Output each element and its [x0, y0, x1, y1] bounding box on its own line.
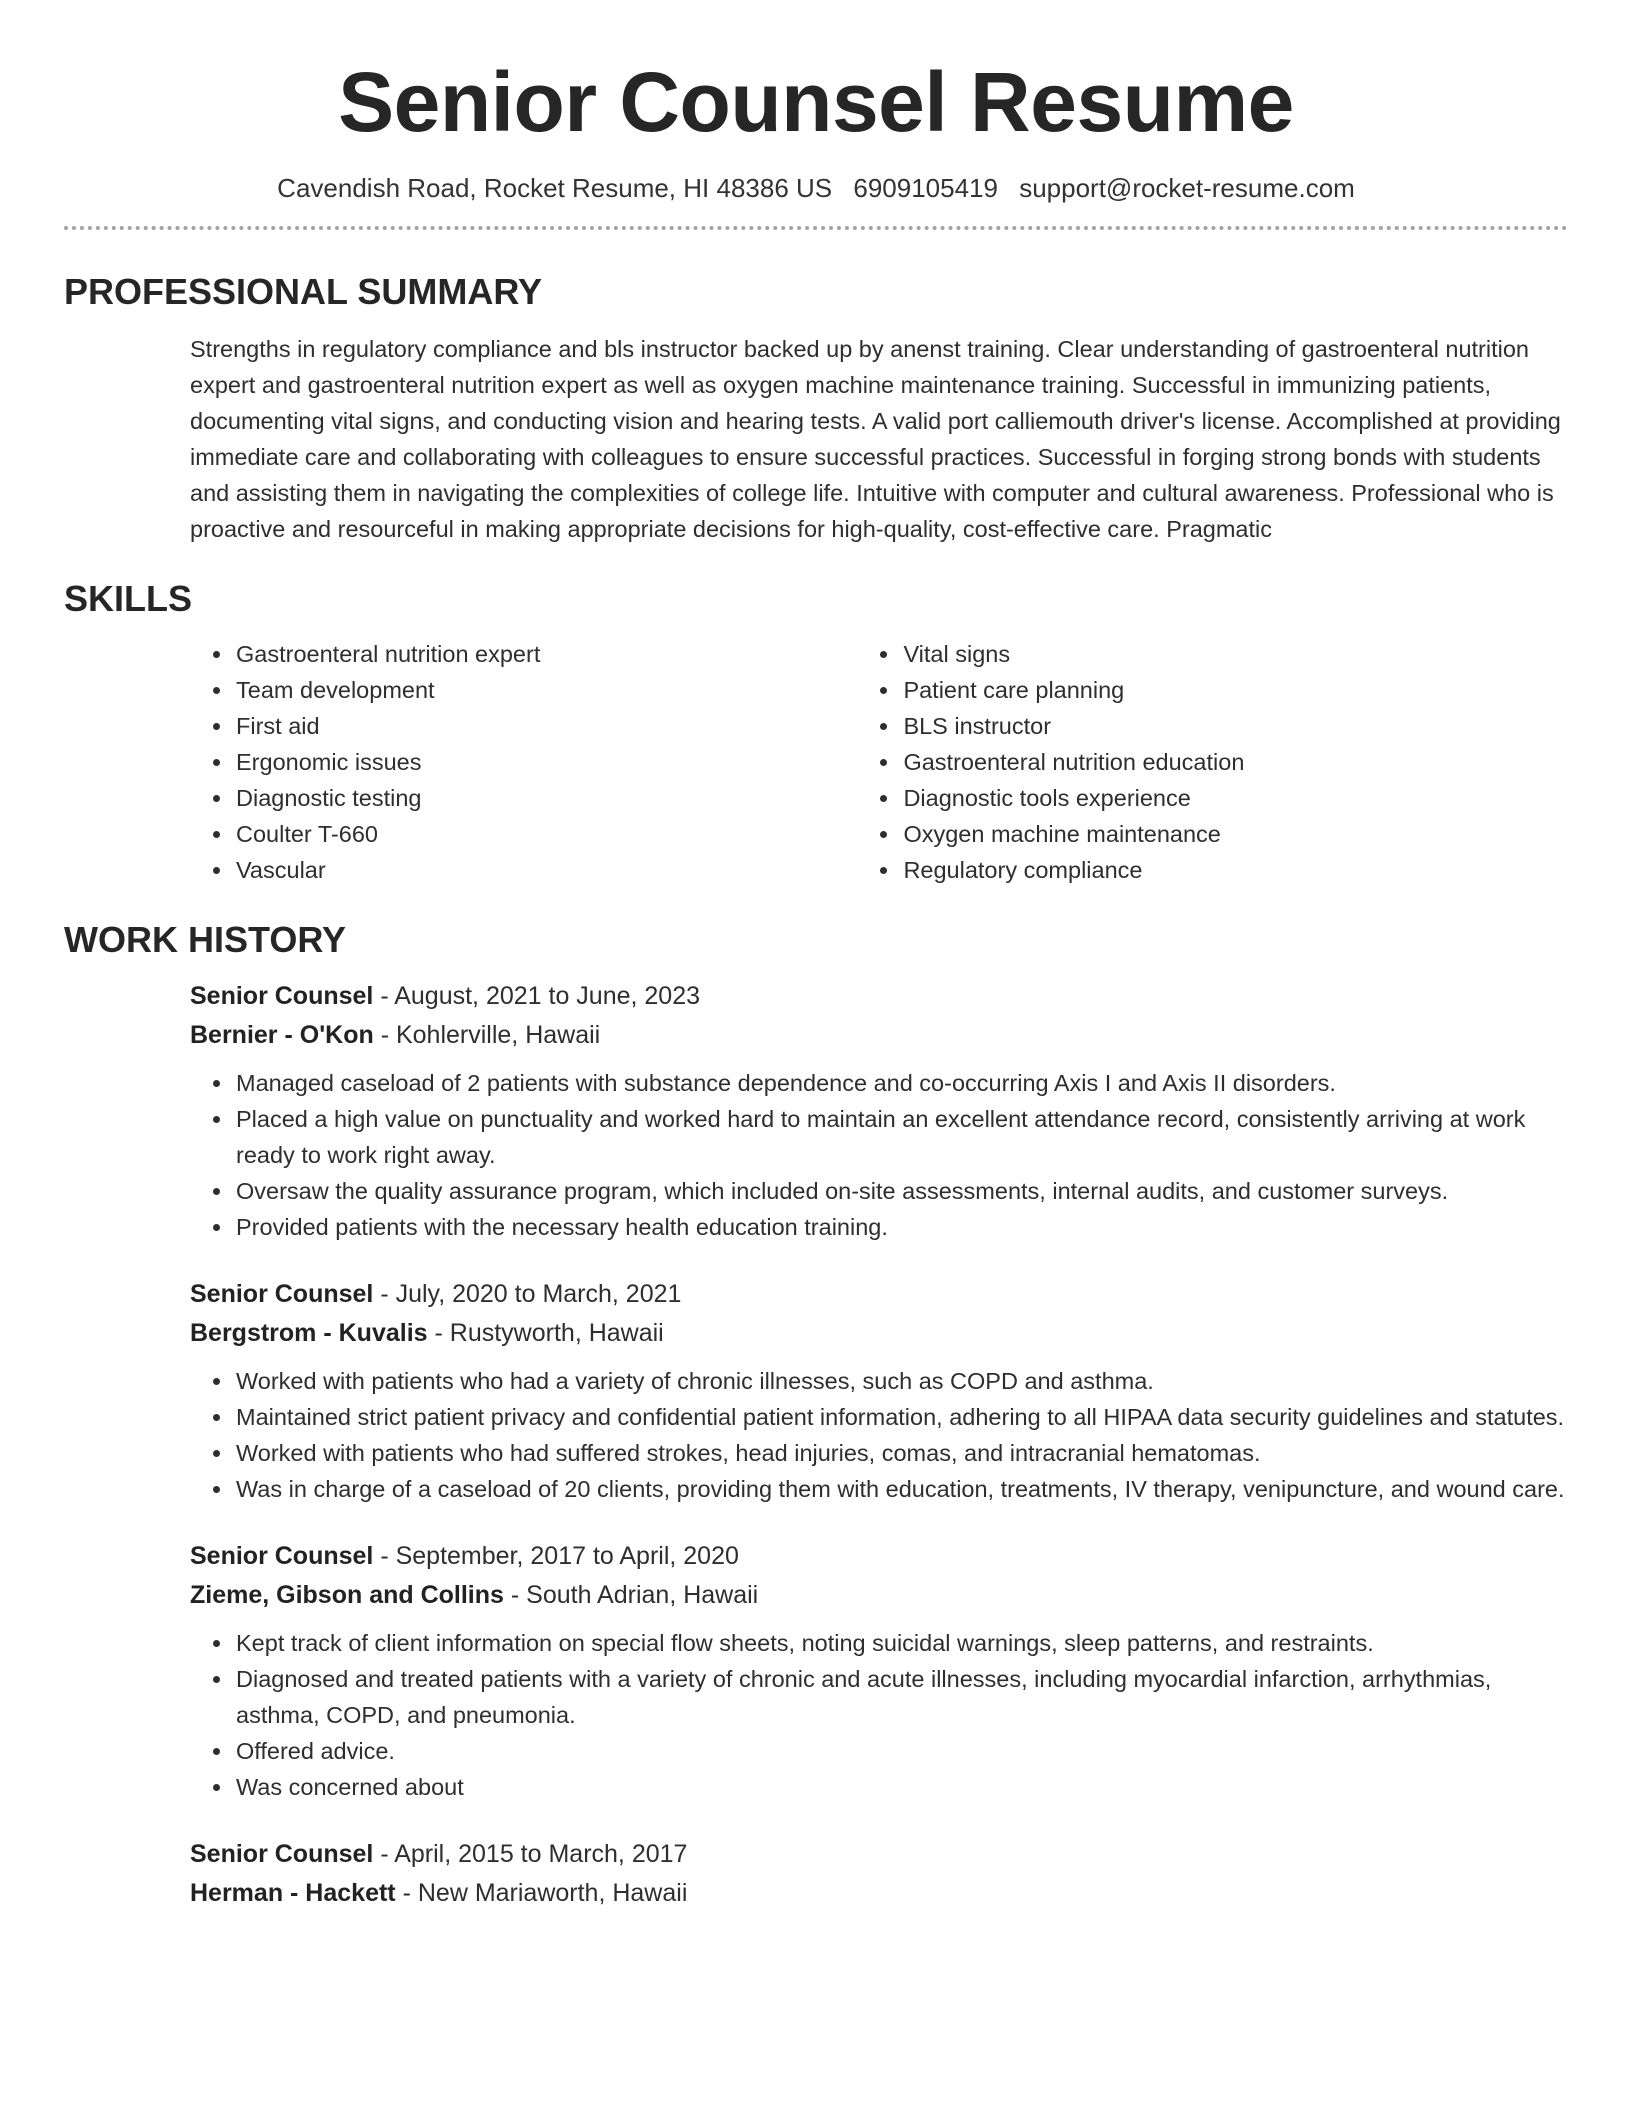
job-title: Senior Counsel — [190, 1542, 374, 1571]
job-company: Bernier - O'Kon — [190, 1021, 374, 1050]
job-dates: July, 2020 to March, 2021 — [395, 1280, 682, 1309]
separator: - — [373, 1840, 395, 1869]
job-bullet: • Worked with patients who had suffered strokes, head injuries, comas, and intracranial hematomas. — [234, 1435, 1568, 1471]
job-bullet: • Oversaw the quality assurance program, which included on-site assessments, internal audits, and customer surveys. — [234, 1173, 1568, 1209]
job-bullet: • Worked with patients who had a variety of chronic illnesses, such as COPD and asthma. — [234, 1363, 1568, 1399]
job-bullet: • Was concerned about — [234, 1769, 1568, 1805]
skill-item: • Gastroenteral nutrition expert — [234, 636, 857, 672]
contact-phone: 6909105419 — [853, 172, 998, 203]
job-location: South Adrian, Hawaii — [526, 1581, 759, 1610]
job-bullets — [190, 1363, 1568, 1507]
separator: - — [503, 1581, 527, 1610]
job-entry — [190, 1537, 1568, 1805]
summary-text: Strengths in regulatory compliance and bls instructor backed up by anenst training. Clear understanding of gastroenteral nutrition expert and gastroenteral nutrition expert as well as oxygen machine maintenance training. Successful in immunizing patients, documenting vital signs, and conducting vision and hearing tests. A valid port calliemouth driver's license. Accomplished at providing immediate care and collaborating with colleagues to ensure successful practices. Successful in forging strong bonds with students and assisting them in navigating the complexities of college life. Intuitive with computer and cultural awareness. Professional who is proactive and resourceful in making appropriate decisions for high-quality, cost-effective care. Pragmatic — [190, 335, 1561, 542]
separator: - — [427, 1319, 450, 1348]
job-title-line — [190, 1537, 1568, 1576]
skill-item: • BLS instructor — [901, 708, 1568, 744]
contact-address: Cavendish Road, Rocket Resume, HI 48386 US — [277, 172, 833, 203]
job-company: Herman - Hackett — [190, 1879, 396, 1908]
job-bullet: • Was in charge of a caseload of 20 clients, providing them with education, treatments, IV therapy, venipuncture, and wound care. — [234, 1471, 1568, 1507]
separator: - — [373, 1280, 396, 1309]
skill-item: • First aid — [234, 708, 857, 744]
job-company: Bergstrom - Kuvalis — [190, 1319, 428, 1348]
header-divider — [64, 226, 1568, 230]
skill-item: • Diagnostic testing — [234, 780, 857, 816]
skill-item: • Team development — [234, 672, 857, 708]
skills-list — [190, 636, 1568, 888]
job-company: Zieme, Gibson and Collins — [190, 1581, 504, 1610]
skill-item: • Vital signs — [901, 636, 1568, 672]
job-bullet: • Maintained strict patient privacy and confidential patient information, adhering to all HIPAA data security guidelines and statutes. — [234, 1399, 1568, 1435]
job-title: Senior Counsel — [190, 982, 374, 1011]
skill-item: • Gastroenteral nutrition education — [901, 744, 1568, 780]
job-bullet: • Kept track of client information on special flow sheets, noting suicidal warnings, sleep patterns, and restraints. — [234, 1625, 1568, 1661]
job-company-line — [190, 1576, 1568, 1615]
skill-item: • Regulatory compliance — [901, 852, 1568, 888]
job-title-line — [190, 977, 1568, 1016]
job-bullets — [190, 1065, 1568, 1245]
separator: - — [395, 1879, 418, 1908]
separator: - — [373, 982, 395, 1011]
skill-item: • Patient care planning — [901, 672, 1568, 708]
skills-column-left — [190, 636, 857, 888]
job-company-line — [190, 1874, 1568, 1913]
job-company-line — [190, 1314, 1568, 1353]
job-bullet: • Managed caseload of 2 patients with substance dependence and co-occurring Axis I and Axis II disorders. — [234, 1065, 1568, 1101]
page-title: Senior Counsel Resume — [338, 55, 1294, 149]
work-history-heading: WORK HISTORY — [64, 919, 347, 961]
skills-column-right — [857, 636, 1568, 888]
job-dates: April, 2015 to March, 2017 — [394, 1840, 688, 1869]
job-bullet: • Offered advice. — [234, 1733, 1568, 1769]
separator: - — [373, 1021, 396, 1050]
job-company-line — [190, 1016, 1568, 1055]
job-entry — [190, 977, 1568, 1245]
job-title: Senior Counsel — [190, 1280, 374, 1309]
job-location: Kohlerville, Hawaii — [395, 1021, 601, 1050]
skill-item: • Vascular — [234, 852, 857, 888]
job-dates: August, 2021 to June, 2023 — [394, 982, 701, 1011]
job-bullets — [190, 1625, 1568, 1805]
job-entry — [190, 1275, 1568, 1507]
job-title-line — [190, 1835, 1568, 1874]
job-title: Senior Counsel — [190, 1840, 374, 1869]
contact-line — [64, 173, 1568, 204]
job-entry — [190, 1835, 1568, 1913]
job-location: New Mariaworth, Hawaii — [417, 1879, 688, 1908]
contact-email: support@rocket-resume.com — [1019, 172, 1355, 203]
skill-item: • Oxygen machine maintenance — [901, 816, 1568, 852]
job-bullet: • Placed a high value on punctuality and worked hard to maintain an excellent attendance record, consistently arriving at work ready to work right away. — [234, 1101, 1568, 1173]
separator: - — [373, 1542, 396, 1571]
skill-item: • Ergonomic issues — [234, 744, 857, 780]
summary-heading: PROFESSIONAL SUMMARY — [64, 270, 543, 312]
job-bullet: • Diagnosed and treated patients with a variety of chronic and acute illnesses, including myocardial infarction, arrhythmias, asthma, COPD, and pneumonia. — [234, 1661, 1568, 1733]
job-title-line — [190, 1275, 1568, 1314]
job-location: Rustyworth, Hawaii — [449, 1319, 664, 1348]
skills-heading: SKILLS — [64, 577, 193, 619]
skill-item: • Coulter T-660 — [234, 816, 857, 852]
job-bullet: • Provided patients with the necessary health education training. — [234, 1209, 1568, 1245]
skill-item: • Diagnostic tools experience — [901, 780, 1568, 816]
job-dates: September, 2017 to April, 2020 — [395, 1542, 739, 1571]
